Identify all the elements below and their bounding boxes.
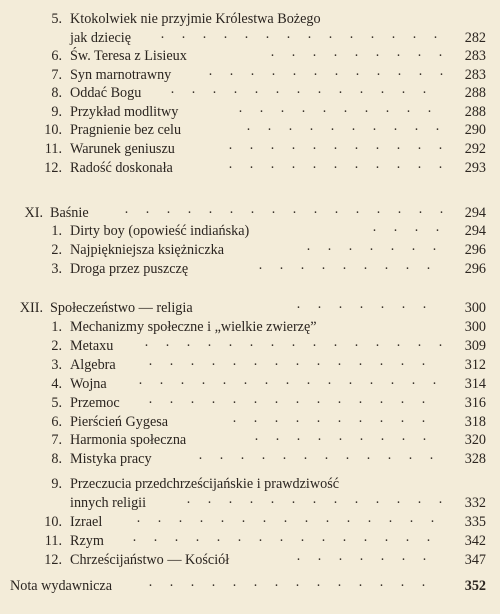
entry-title: Pierścień Gygesa (70, 414, 169, 430)
entry-number: 7. (51, 432, 62, 448)
page-number: 312 (464, 357, 486, 373)
toc-chapter (0, 204, 500, 223)
dot-leader: · · · · · · · · · · (246, 122, 440, 138)
entry-title: Św. Teresa z Lisieux (70, 48, 187, 64)
page-number: 309 (464, 338, 486, 354)
entry-title: Mistyka pracy (70, 451, 152, 467)
dot-leader: · · · · · · · (296, 300, 427, 316)
entry-number: 1. (51, 223, 62, 239)
entry-title: Harmonia społeczna (70, 432, 187, 448)
entry-title: Mechanizmy społeczne i „wielkie zwierzę” (70, 319, 317, 335)
dot-leader: · · · · · · · · · · (232, 414, 426, 430)
dot-leader: · · · · · · · · · · (238, 104, 432, 120)
toc-entry (0, 375, 500, 394)
entry-number: 11. (44, 533, 62, 549)
toc-entry (0, 494, 500, 513)
entry-number: 2. (51, 338, 62, 354)
toc-entry (0, 159, 500, 178)
page-number: 294 (464, 223, 486, 239)
toc-entry (0, 577, 500, 596)
entry-number: 7. (51, 67, 62, 83)
page-number: 342 (464, 533, 486, 549)
entry-number: 12. (44, 160, 62, 176)
entry-title: Przemoc (70, 395, 120, 411)
chapter-number: XII. (19, 300, 43, 316)
entry-title: Radość doskonała (70, 160, 173, 176)
toc-entry (0, 10, 500, 29)
entry-title: Ktokolwiek nie przyjmie Królestwa Bożego (70, 11, 321, 27)
chapter-title: Społeczeństwo — religia (50, 300, 193, 316)
toc-entry (0, 121, 500, 140)
entry-number: 4. (51, 376, 62, 392)
dot-leader: · · · · · · · · · · · · (208, 67, 444, 83)
toc-entry (0, 84, 500, 103)
entry-title: Syn marnotrawny (70, 67, 172, 83)
entry-title: Przeczucia przedchrześcijańskie i prawdziwość (70, 476, 340, 492)
dot-leader: · · · · · · · (306, 242, 437, 258)
toc-entry (0, 260, 500, 279)
chapter-title: Baśnie (50, 205, 89, 221)
dot-leader: · · · · · · · · · · · · · · · · (124, 205, 444, 221)
dot-leader: · · · · (372, 223, 440, 239)
entry-number: 9. (51, 476, 62, 492)
dot-leader: · · · · · · · · · · · · · · · (136, 514, 435, 530)
page-number: 335 (464, 514, 486, 530)
dot-leader: · · · · · · · · · · · · · (170, 85, 427, 101)
toc-entry (0, 394, 500, 413)
entry-title: Droga przez puszczę (70, 261, 189, 277)
dot-leader: · · · · · · · · · (258, 261, 431, 277)
entry-number: 8. (51, 451, 62, 467)
page-number: 332 (464, 495, 486, 511)
page-number: 316 (464, 395, 486, 411)
entry-number: 5. (51, 11, 62, 27)
toc-entry (0, 431, 500, 450)
dot-leader: · · · · · · · · · · · · · · (148, 395, 426, 411)
dot-leader: · · · · · · · · · · · · · · (148, 578, 426, 594)
toc-entry (0, 413, 500, 432)
entry-title: Najpiękniejsza księżniczka (70, 242, 225, 258)
entry-number: 8. (51, 85, 62, 101)
dot-leader: · · · · · · · (296, 552, 427, 568)
entry-number: 11. (44, 141, 62, 157)
entry-title: Oddać Bogu (70, 85, 142, 101)
dot-leader: · · · · · · · · · · · · · · · (132, 533, 431, 549)
entry-title: Nota wydawnicza (10, 578, 113, 594)
entry-title: Algebra (70, 357, 116, 373)
toc-entry (0, 47, 500, 66)
page-number: 328 (464, 451, 486, 467)
dot-leader: · · · · · · · · · · · · · (186, 495, 443, 511)
entry-number: 1. (51, 319, 62, 335)
entry-title: Przykład modlitwy (70, 104, 179, 120)
entry-number: 3. (51, 357, 62, 373)
dot-leader: · · · · · · · · · · · · (198, 451, 434, 467)
toc-entry (0, 29, 500, 48)
entry-title: Warunek geniuszu (70, 141, 175, 157)
entry-title: Rzym (70, 533, 104, 549)
dot-leader: · · · · · · · · · · · · · · · (144, 338, 443, 354)
toc-entry (0, 356, 500, 375)
page-number: 283 (464, 48, 486, 64)
toc-chapter (0, 299, 500, 318)
chapter-number: XI. (24, 205, 43, 221)
dot-leader: · · · · · · · · · (270, 48, 443, 64)
toc-entry (0, 66, 500, 85)
entry-number: 6. (51, 414, 62, 430)
page-number: 296 (464, 242, 486, 258)
dot-leader: · · · · · · · · · · · · · · · (138, 376, 437, 392)
toc-entry (0, 140, 500, 159)
page-number: 347 (464, 552, 486, 568)
entry-title: Izrael (70, 514, 103, 530)
entry-title: Chrześcijaństwo — Kościół (70, 552, 230, 568)
page-number: 293 (464, 160, 486, 176)
entry-title: Metaxu (70, 338, 114, 354)
toc-entry (0, 450, 500, 469)
entry-number: 6. (51, 48, 62, 64)
page-number: 296 (464, 261, 486, 277)
entry-title: Pragnienie bez celu (70, 122, 182, 138)
toc-entry (0, 551, 500, 570)
page-number: 290 (464, 122, 486, 138)
page-number: 300 (464, 319, 486, 335)
dot-leader: · · · · · · · · · · · · · · (148, 357, 426, 373)
entry-number: 2. (51, 242, 62, 258)
entry-title: jak dziecię (70, 30, 132, 46)
page-number: 294 (464, 205, 486, 221)
toc-entry (0, 241, 500, 260)
toc-entry (0, 513, 500, 532)
entry-title: Wojna (70, 376, 107, 392)
dot-leader: · · · · · · · · · (254, 432, 427, 448)
toc-entry (0, 222, 500, 241)
page-number: 318 (464, 414, 486, 430)
entry-number: 3. (51, 261, 62, 277)
page-number: 314 (464, 376, 486, 392)
entry-number: 10. (44, 514, 62, 530)
dot-leader: · · · · · · · · · · · (228, 160, 443, 176)
toc-entry (0, 318, 500, 337)
entry-number: 5. (51, 395, 62, 411)
toc-entry (0, 337, 500, 356)
dot-leader: · · · · · · · · · · · · · · (160, 30, 438, 46)
page-number: 352 (464, 578, 486, 594)
toc-entry (0, 475, 500, 494)
page-number: 292 (464, 141, 486, 157)
entry-number: 9. (51, 104, 62, 120)
entry-number: 10. (44, 122, 62, 138)
page-number: 288 (464, 104, 486, 120)
page-number: 300 (464, 300, 486, 316)
page-number: 320 (464, 432, 486, 448)
page-number: 282 (464, 30, 486, 46)
dot-leader: · · · · · · · · · · · (228, 141, 443, 157)
page-number: 283 (464, 67, 486, 83)
entry-title: Dirty boy (opowieść indiańska) (70, 223, 250, 239)
toc-entry (0, 103, 500, 122)
toc-entry (0, 532, 500, 551)
entry-number: 12. (44, 552, 62, 568)
page-number: 288 (464, 85, 486, 101)
entry-title: innych religii (70, 495, 147, 511)
